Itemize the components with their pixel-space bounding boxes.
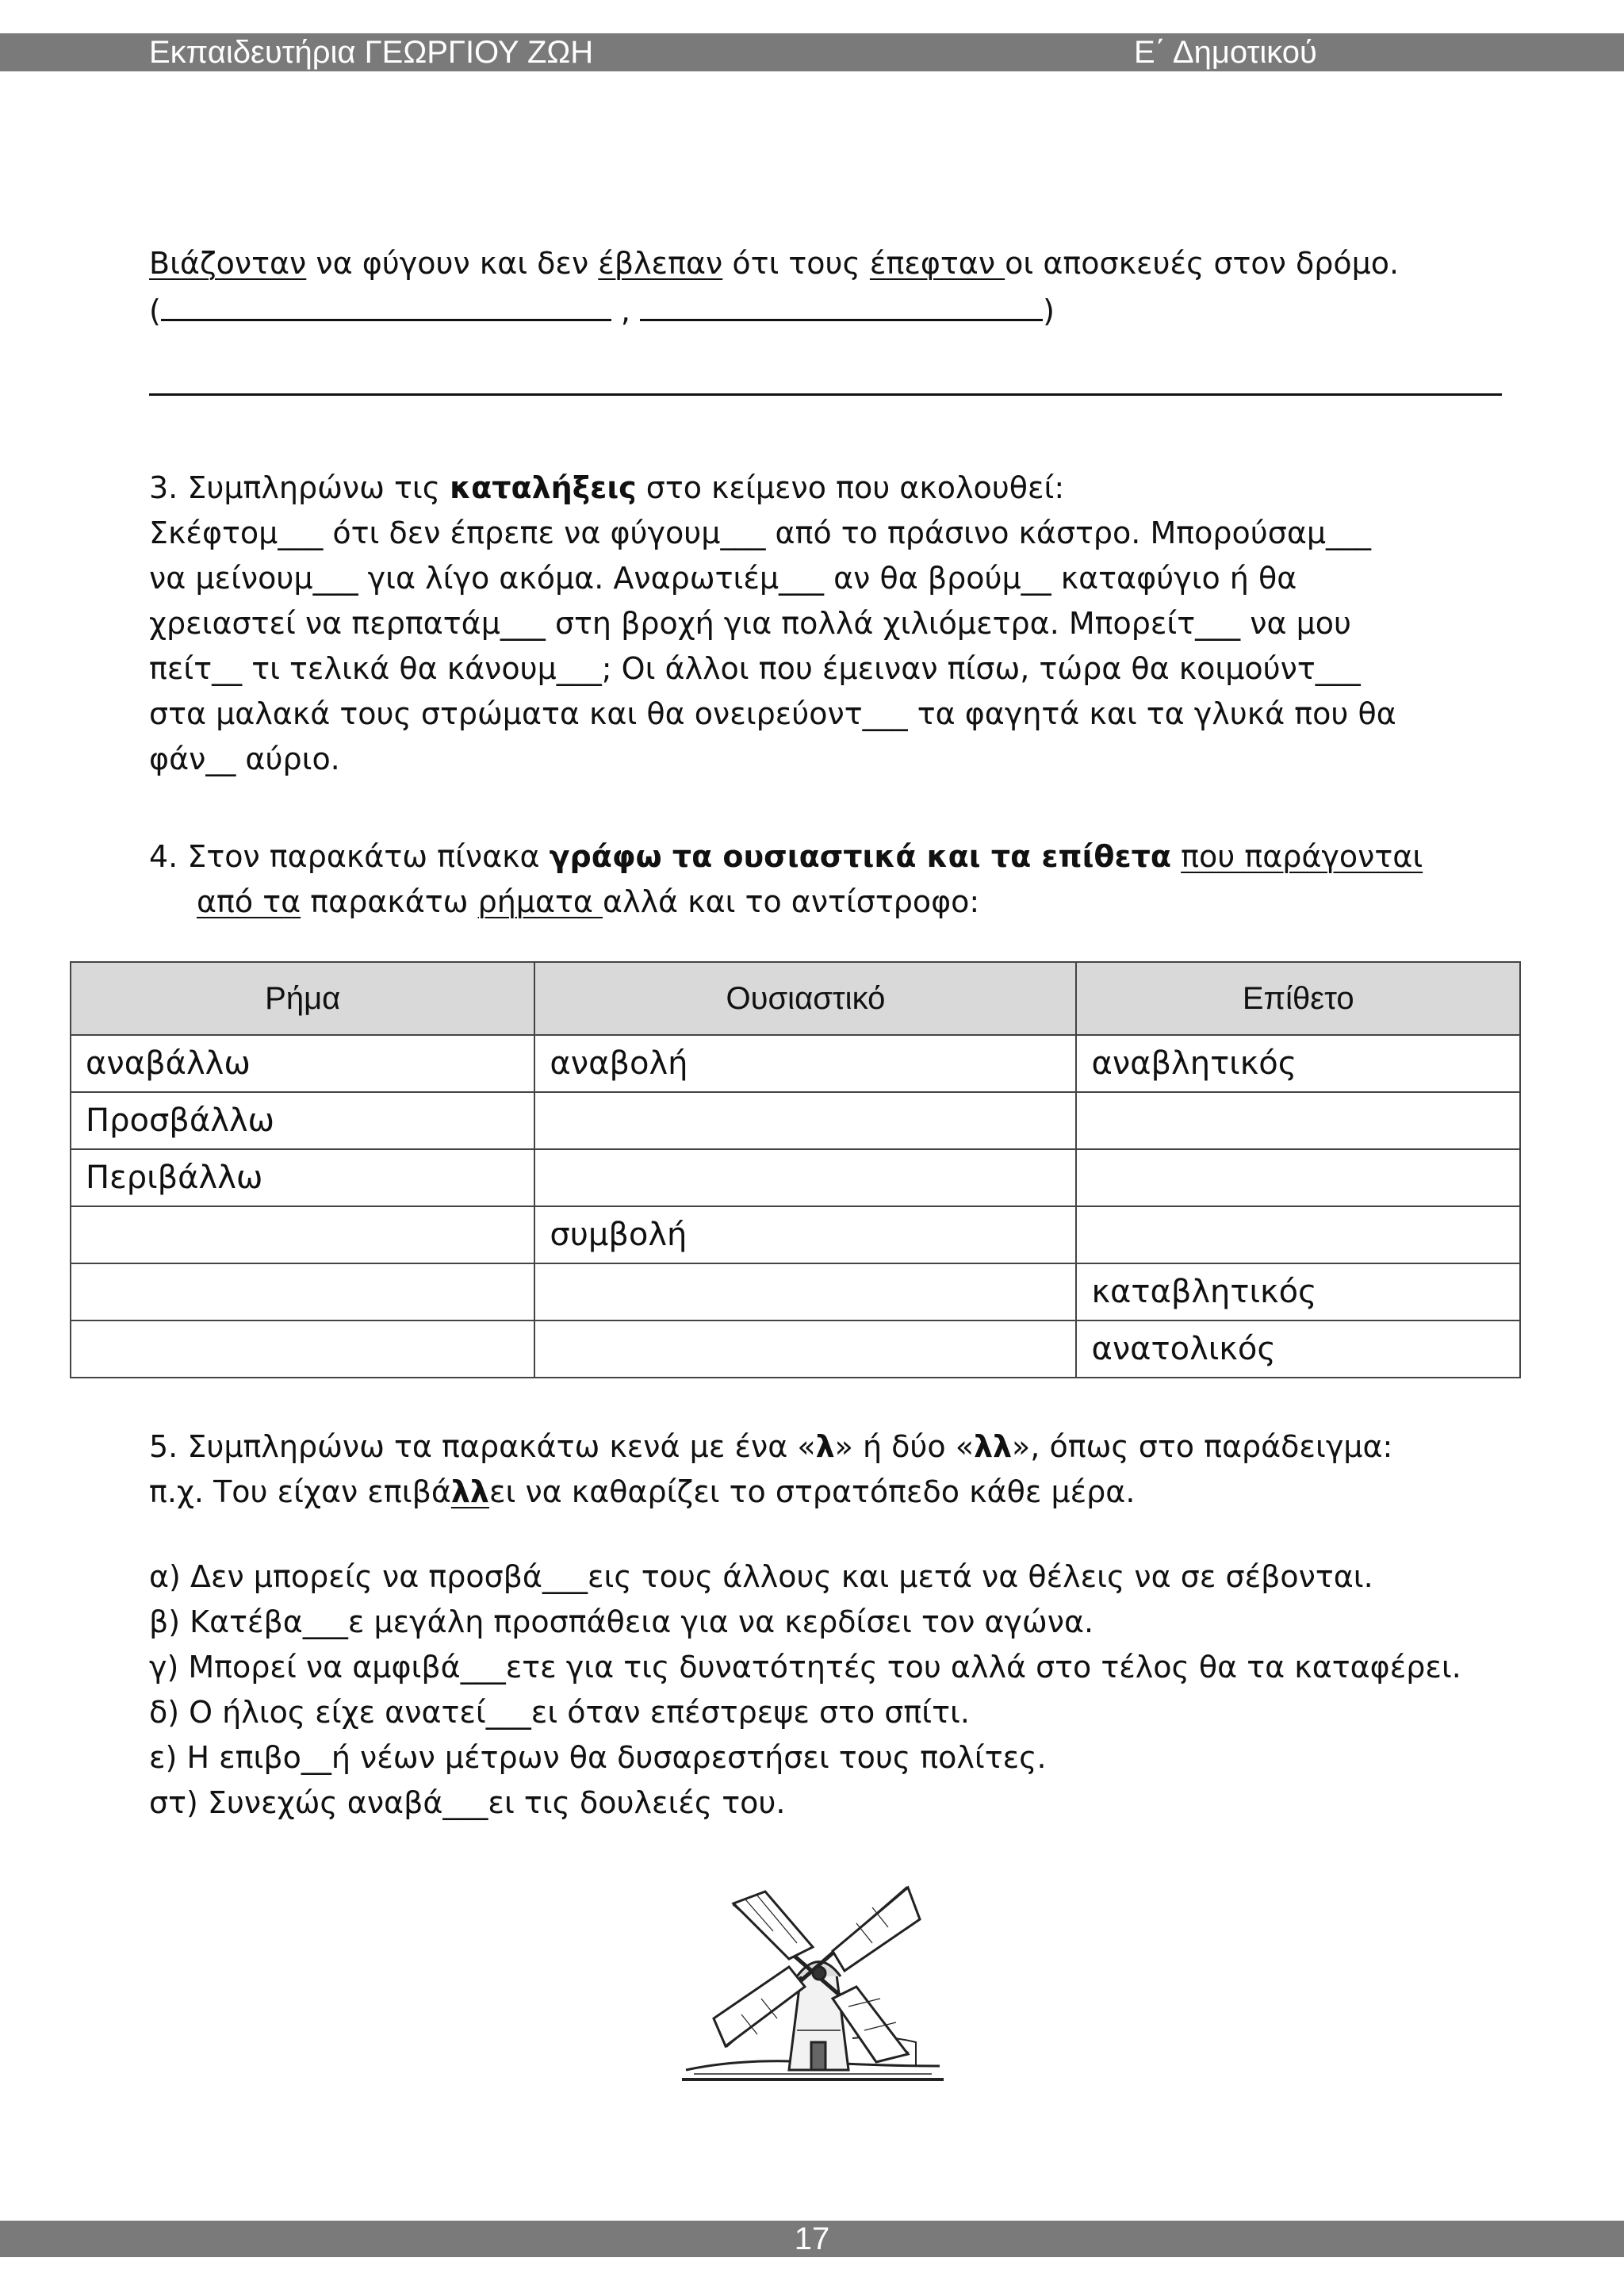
table-cell[interactable]: Προσβάλλω [71,1092,534,1149]
text-line: Σκέφτομ___ ότι δεν έπρεπε να φύγουμ___ από το πράσινο κάστρο. Μπορούσαμ___ [149,516,1372,550]
table-row [71,1149,1520,1206]
table-cell[interactable] [534,1092,1076,1149]
list-item: γ) Μπορεί να αμφιβά___ετε για τις δυνατότητές του αλλά στο τέλος θα τα καταφέρει. [149,1650,1461,1685]
text-line: φάν__ αύριο. [149,742,340,776]
exercise-3-prompt [149,466,1516,511]
table-row [71,1263,1520,1320]
table-cell[interactable] [71,1320,534,1378]
header-verb: Ρήμα [71,962,534,1035]
text-line: πείτ__ τι τελικά θα κάνουμ___; Οι άλλοι που έμειναν πίσω, τώρα θα κοιμούντ___ [149,651,1361,686]
bold-letter: λ [815,1429,835,1464]
school-name: Εκπαιδευτήρια ΓΕΩΡΓΙΟΥ ΖΩΗ [149,35,594,70]
answer-blank[interactable] [640,287,1043,321]
table-header-row [71,962,1520,1035]
text: αλλά και το αντίστροφο: [603,884,980,919]
exercise-4-prompt [149,834,1516,925]
paren-open: ( [149,293,161,328]
windmill-icon [678,1872,948,2094]
table-row [71,1206,1520,1263]
list-item: ε) Η επιβο__ή νέων μέτρων θα δυσαρεστήσει τους πολίτες. [149,1740,1047,1775]
underlined-verb: έβλεπαν [598,246,723,281]
answer-parentheses [149,287,1516,334]
text-line: να μείνουμ___ για λίγο ακόμα. Αναρωτιέμ___ αν θα βρούμ__ καταφύγιο ή θα [149,561,1297,596]
text: », όπως στο παράδειγμα: [1012,1429,1393,1464]
list-item: δ) Ο ήλιος είχε ανατεί___ει όταν επέστρεψε στο σπίτι. [149,1695,970,1730]
example-bold: λλ [450,1474,489,1509]
header-noun: Ουσιαστικό [534,962,1076,1035]
word-family-table [70,961,1521,1378]
header-bar [0,33,1624,71]
table-cell[interactable] [534,1263,1076,1320]
grade-label: Ε΄ Δημοτικού [1134,35,1317,70]
exercise-number: 4. [149,839,178,874]
table-cell[interactable]: αναβολή [534,1035,1076,1092]
list-item: α) Δεν μπορείς να προσβά___εις τους άλλους και μετά να θέλεις να σε σέβονται. [149,1559,1373,1594]
list-item: β) Κατέβα___ε μεγάλη προσπάθεια για να κερδίσει τον αγώνα. [149,1604,1094,1639]
table-row [71,1092,1520,1149]
table-cell[interactable]: αναβλητικός [1076,1035,1520,1092]
text: » ή δύο « [834,1429,974,1464]
header-adjective: Επίθετο [1076,962,1520,1035]
intro-sentence [149,241,1516,286]
exercise-number: 5. [149,1429,178,1464]
table-cell[interactable] [534,1149,1076,1206]
table-row [71,1035,1520,1092]
underlined-text: που παράγονται [1181,839,1423,874]
bold-text: γράφω τα ουσιαστικά και τα επίθετα [549,839,1172,874]
answer-line[interactable] [149,393,1502,396]
exercise-5-items [149,1554,1516,1826]
table-cell[interactable]: συμβολή [534,1206,1076,1263]
comma: , [611,293,641,328]
bold-letters: λλ [973,1429,1013,1464]
text-line: στα μαλακά τους στρώματα και θα ονειρεύοντ___ τα φαγητά και τα γλυκά που θα [149,696,1396,731]
text: ότι τους [722,246,870,281]
page-number: 17 [794,2221,830,2256]
paren-close: ) [1043,293,1055,328]
table-cell[interactable] [71,1206,534,1263]
example-text: π.χ. Του είχαν επιβά [149,1474,451,1509]
list-item: στ) Συνεχώς αναβά___ει τις δουλειές του. [149,1785,786,1820]
table-cell[interactable]: ανατολικός [1076,1320,1520,1378]
table-cell[interactable]: καταβλητικός [1076,1263,1520,1320]
underlined-verb: Βιάζονταν [149,246,307,281]
table-cell[interactable] [1076,1206,1520,1263]
example-text: ει να καθαρίζει το στρατόπεδο κάθε μέρα. [488,1474,1136,1509]
text: οι αποσκευές στον δρόμο. [1005,246,1400,281]
bold-text: καταλήξεις [450,470,637,505]
exercise-5-prompt [149,1424,1516,1515]
text [1171,839,1181,874]
table-cell[interactable] [1076,1092,1520,1149]
text: Στον παρακάτω πίνακα [178,839,550,874]
exercise-number: 3. [149,470,178,505]
table-cell[interactable] [534,1320,1076,1378]
table-cell[interactable] [71,1263,534,1320]
table-cell[interactable] [1076,1149,1520,1206]
text: παρακάτω [301,884,478,919]
text: στο κείμενο που ακολουθεί: [636,470,1065,505]
underlined-verb: έπεφταν [869,246,1005,281]
exercise-3-text [149,511,1515,782]
text: Συμπληρώνω τα παρακάτω κενά με ένα « [178,1429,816,1464]
text: να φύγουν και δεν [306,246,599,281]
underlined-text: από τα [197,884,301,919]
table-cell[interactable]: αναβάλλω [71,1035,534,1092]
table-row [71,1320,1520,1378]
underlined-text: ρήματα [477,884,603,919]
answer-blank[interactable] [161,287,611,321]
text: Συμπληρώνω τις [178,470,450,505]
text-line: χρειαστεί να περπατάμ___ στη βροχή για πολλά χιλιόμετρα. Μπορείτ___ να μου [149,606,1352,641]
table-cell[interactable]: Περιβάλλω [71,1149,534,1206]
